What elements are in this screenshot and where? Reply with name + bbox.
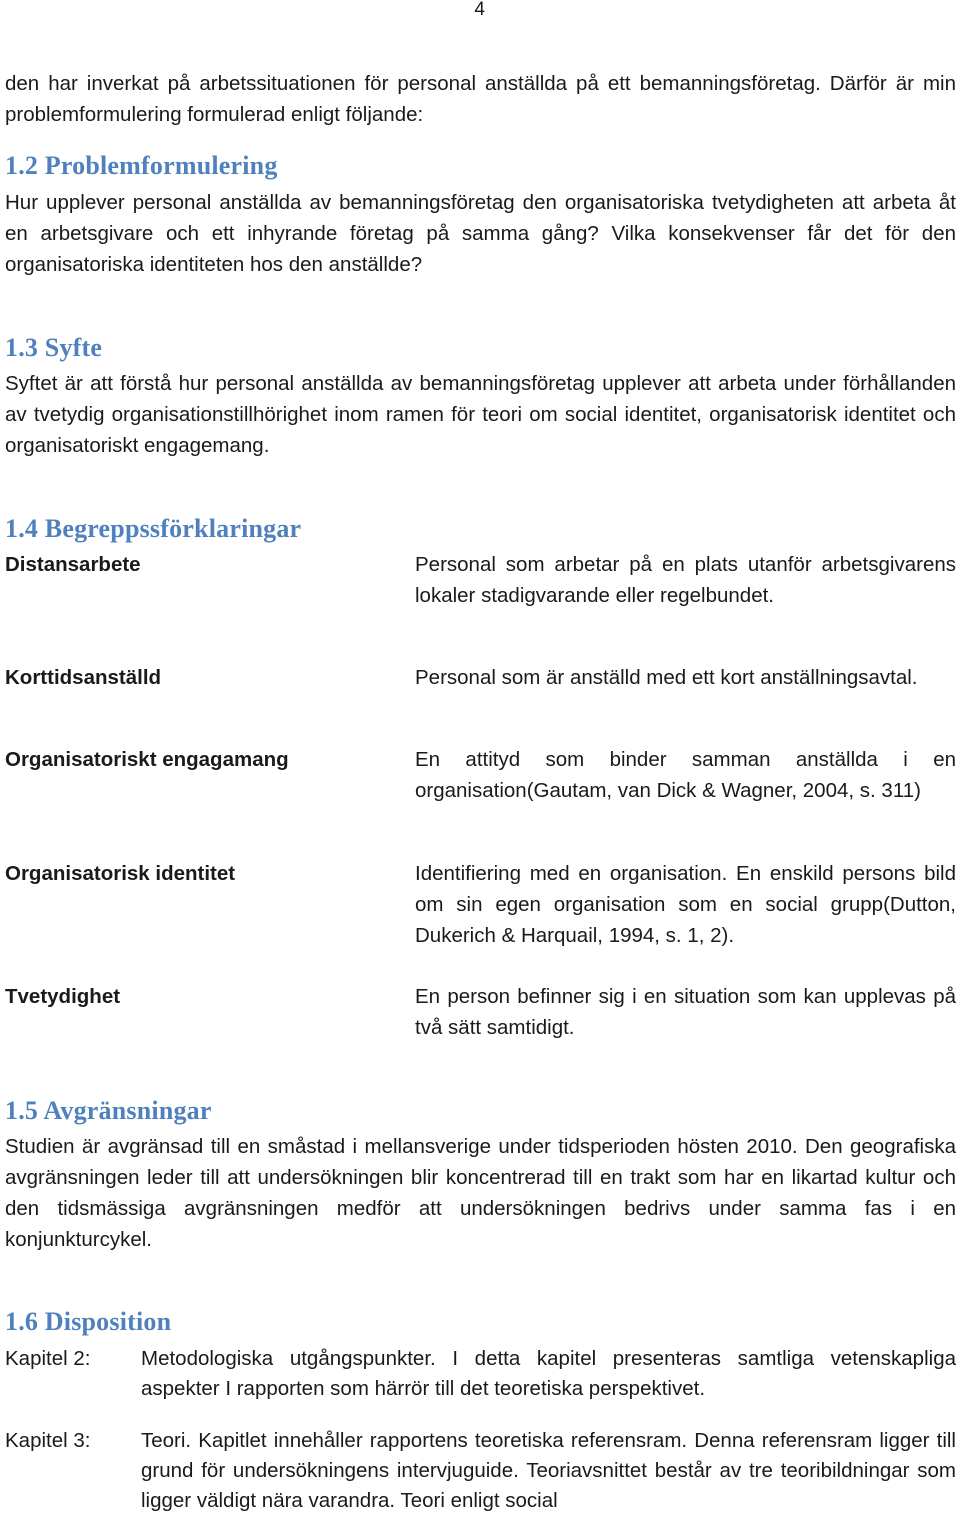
chapter-label-3: Kapitel 3: [5, 1429, 91, 1452]
definition-organisatoriskt-engagemang: En attityd som binder samman anställda i en organisation(Gautam, van Dick & Wagner, 2004, s. 311) [415, 748, 956, 802]
heading-disposition: 1.6 Disposition [5, 1307, 172, 1336]
definition-tvetydighet: En person befinner sig i en situation som kan upplevas på två sätt samtidigt. [415, 985, 956, 1039]
term-distansarbete: Distansarbete [5, 553, 141, 576]
definition-organisatorisk-identitet: Identifiering med en organisation. En enskild persons bild om sin egen organisation som en social grupp(Dutton, Dukerich & Harquail, 1994, s. 1, 2). [415, 862, 956, 947]
term-tvetydighet: Tvetydighet [5, 985, 121, 1008]
page-number: 4 [474, 0, 485, 20]
term-organisatorisk-identitet: Organisatorisk identitet [5, 862, 236, 885]
heading-syfte: 1.3 Syfte [5, 333, 103, 362]
heading-avgransningar: 1.5 Avgränsningar [5, 1096, 212, 1125]
avgransningar-paragraph: Studien är avgränsad till en småstad i mellansverige under tidsperioden hösten 2010. Den geografiska avgränsningen leder till att undersökningen blir koncentrerad till en trakt som har en likartad kultur och den tidsmässiga avgränsningen medför att undersökningen bedrivs under samma fas i en konjunkturcykel. [5, 1135, 956, 1251]
term-organisatoriskt-engagemang: Organisatoriskt engagamang [5, 748, 289, 771]
term-korttidsanstalld: Korttidsanställd [5, 666, 162, 689]
chapter-label-2: Kapitel 2: [5, 1347, 91, 1370]
chapter-text-3: Teori. Kapitlet innehåller rapportens teoretiska referensram. Denna referensram ligger till grund för undersökningens intervjuguide. Teoriavsnittet består av tre teoribildningar som ligger väldigt nära varandra. Teori enligt social [141, 1429, 956, 1512]
problemformulering-paragraph: Hur upplever personal anställda av bemanningsföretag den organisatoriska tvetydigheten att arbeta åt en arbetsgivare och ett inhyrande företag på samma gång? Vilka konsekvenser får det för den organisatoriska identiteten hos den anställde? [5, 191, 956, 276]
intro-paragraph: den har inverkat på arbetssituationen för personal anställda på ett bemanningsföretag. Därför är min problemformulering formulerad enligt följande: [5, 72, 956, 126]
chapter-text-2: Metodologiska utgångspunkter. I detta kapitel presenteras samtliga vetenskapliga aspekter I rapporten som härrör till det teoretiska perspektivet. [141, 1347, 956, 1400]
heading-begreppssforklaringar: 1.4 Begreppssförklaringar [5, 514, 302, 543]
syfte-paragraph: Syftet är att förstå hur personal anställda av bemanningsföretag upplever att arbeta under förhållanden av tvetydig organisationstillhörighet inom ramen för teori om social identitet, organisatorisk identitet och organisatoriskt engagemang. [5, 372, 956, 457]
definition-distansarbete: Personal som arbetar på en plats utanför arbetsgivarens lokaler stadigvarande eller regelbundet. [415, 553, 956, 607]
heading-problemformulering: 1.2 Problemformulering [5, 151, 278, 180]
definition-korttidsanstalld: Personal som är anställd med ett kort anställningsavtal. [415, 666, 918, 689]
